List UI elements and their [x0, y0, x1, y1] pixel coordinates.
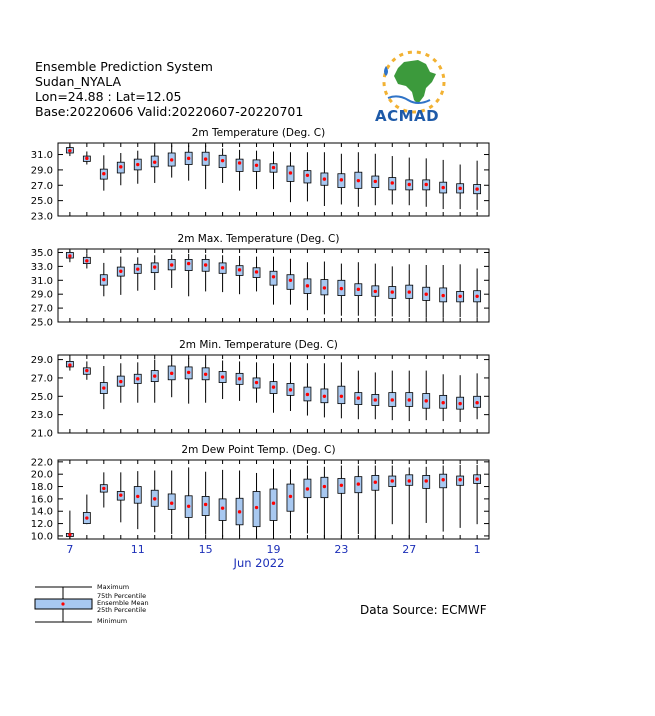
y-tick-label: 33.0 — [30, 261, 53, 273]
x-tick-label: 19 — [266, 543, 281, 556]
y-tick-label: 27.0 — [30, 373, 53, 385]
legend-maximum: Maximum — [97, 583, 130, 591]
x-month-label: Jun 2022 — [233, 556, 285, 570]
header-line-1: Ensemble Prediction System — [35, 59, 213, 74]
header-line-4: Base:20220606 Valid:20220607-20220701 — [35, 104, 304, 119]
y-tick-label: 23.0 — [30, 410, 53, 422]
x-tick-label: 7 — [66, 543, 74, 556]
y-tick-label: 31.0 — [30, 275, 53, 287]
y-tick-label: 23.0 — [30, 211, 53, 223]
y-tick-label: 25.0 — [30, 196, 53, 208]
y-tick-label: 31.0 — [30, 150, 53, 162]
y-tick-label: 25.0 — [30, 391, 53, 403]
legend-25th: 25th Percentile — [97, 606, 147, 614]
y-tick-label: 29.0 — [30, 165, 53, 177]
x-tick-label: 27 — [402, 543, 417, 556]
y-tick-label: 27.0 — [30, 303, 53, 315]
y-tick-label: 14.0 — [30, 506, 53, 518]
panel-title: 2m Max. Temperature (Deg. C) — [177, 233, 340, 245]
header-line-2: Sudan_NYALA — [35, 74, 121, 89]
y-tick-label: 25.0 — [30, 317, 53, 329]
x-tick-label: 11 — [130, 543, 145, 556]
y-tick-label: 27.0 — [30, 180, 53, 192]
panel-title: 2m Dew Point Temp. (Deg. C) — [181, 444, 336, 456]
y-tick-label: 29.0 — [30, 289, 53, 301]
panel-title: 2m Temperature (Deg. C) — [191, 127, 326, 139]
x-tick-label: 15 — [198, 543, 213, 556]
data-source: Data Source: ECMWF — [360, 603, 487, 617]
y-tick-label: 29.0 — [30, 355, 53, 367]
legend-75th: 75th Percentile — [97, 592, 147, 600]
y-tick-label: 16.0 — [30, 494, 53, 506]
y-tick-label: 20.0 — [30, 469, 53, 481]
x-tick-label: 1 — [473, 543, 481, 556]
y-tick-label: 10.0 — [30, 531, 53, 543]
panel-title: 2m Min. Temperature (Deg. C) — [179, 339, 338, 351]
y-tick-label: 18.0 — [30, 482, 53, 494]
x-tick-label: 23 — [334, 543, 349, 556]
y-tick-label: 12.0 — [30, 519, 53, 531]
header-line-3: Lon=24.88 : Lat=12.05 — [35, 89, 182, 104]
y-tick-label: 21.0 — [30, 428, 53, 440]
y-tick-label: 35.0 — [30, 247, 53, 259]
legend-mean: Ensemble Mean — [97, 599, 149, 607]
acmad-logo-text: ACMAD — [375, 107, 440, 125]
y-tick-label: 22.0 — [30, 457, 53, 469]
legend-minimum: Minimum — [97, 617, 128, 625]
